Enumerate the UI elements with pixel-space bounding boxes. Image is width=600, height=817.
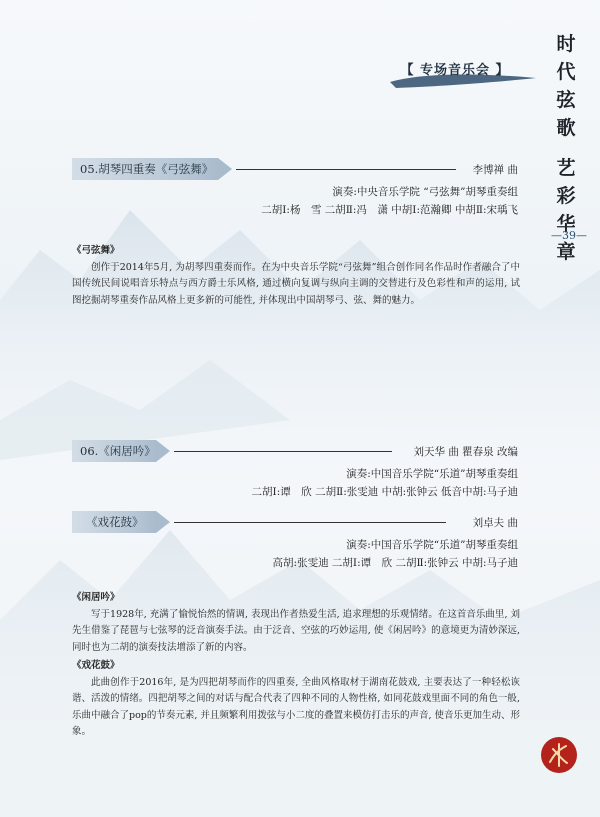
title-gap bbox=[548, 142, 584, 154]
title-char: 代 bbox=[556, 61, 576, 83]
divider-line bbox=[236, 169, 456, 170]
page-number: —39— bbox=[551, 229, 587, 242]
conservatory-seal-icon bbox=[539, 735, 579, 775]
note-heading: 《戏花鼓》 bbox=[72, 660, 120, 671]
piece2-ensemble: 演奏:中国音乐学院“乐道”胡琴重奏组 bbox=[346, 468, 518, 480]
note-heading: 《闲居吟》 bbox=[72, 592, 120, 603]
bar-arrow-icon bbox=[156, 511, 170, 533]
title-char: 弦 bbox=[556, 89, 576, 111]
piece1-title-bar: 05.胡琴四重奏《弓弦舞》 bbox=[72, 158, 218, 180]
piece2-composer: 刘天华 曲 瞿春泉 改编 bbox=[413, 446, 518, 458]
piece1-composer: 李博禅 曲 bbox=[472, 164, 518, 176]
note-paragraph: 创作于2014年5月, 为胡琴四重奏而作。在为中央音乐学院“弓弦舞”组合创作同名作品时作者融合了中国传统民间说唱音乐特点与西方爵士乐风格, 通过横向复调与纵向主调的交替进行及色彩性和声的运用, 试图挖掘胡琴重奏作品风格上更多新的可能性, 并体现出中国胡琴弓、弦、舞的魅力。 bbox=[72, 261, 520, 306]
bar-arrow-icon bbox=[218, 158, 232, 180]
piece3-title-bar: 《戏花鼓》 bbox=[72, 511, 156, 533]
divider-line bbox=[174, 522, 446, 523]
piece2-3-notes bbox=[72, 590, 520, 741]
concert-banner: 【 专场音乐会 】 bbox=[400, 63, 510, 78]
note-paragraph: 写于1928年, 充满了愉悦怡然的情调, 表现出作者热爱生活, 追求理想的乐观情绪。在这首音乐曲里, 刘先生借鉴了琵琶与七弦琴的泛音演奏手法。由于泛音、空弦的巧妙运用, 使《闲居吟》的意境更为清妙深远, 同时也为二胡的演奏技法增添了新的内容。 bbox=[72, 608, 520, 653]
divider-line bbox=[174, 451, 392, 452]
piece3-ensemble: 演奏:中国音乐学院“乐道”胡琴重奏组 bbox=[346, 539, 518, 551]
piece3-players: 高胡:张雯迪 二胡Ⅰ:谭 欣 二胡Ⅱ:张钟云 中胡:马子迪 bbox=[272, 557, 518, 569]
piece1-players: 二胡Ⅰ:杨 雪 二胡Ⅱ:冯 潇 中胡Ⅰ:范瀚卿 中胡Ⅱ:宋瑀飞 bbox=[261, 204, 518, 216]
piece2-players: 二胡Ⅰ:谭 欣 二胡Ⅱ:张雯迪 中胡:张钟云 低音中胡:马子迪 bbox=[251, 486, 518, 498]
title-char: 歌 bbox=[556, 117, 576, 139]
title-char: 艺 bbox=[556, 157, 576, 179]
title-char: 章 bbox=[556, 241, 576, 263]
title-char: 时 bbox=[556, 33, 576, 55]
piece1-notes bbox=[72, 243, 520, 309]
piece2-title-bar: 06.《闲居吟》 bbox=[72, 440, 156, 462]
piece3-composer: 刘卓夫 曲 bbox=[472, 517, 518, 529]
piece1-ensemble: 演奏:中央音乐学院 “弓弦舞”胡琴重奏组 bbox=[332, 186, 518, 198]
title-char: 华 bbox=[556, 213, 576, 235]
title-char: 彩 bbox=[556, 185, 576, 207]
bar-arrow-icon bbox=[156, 440, 170, 462]
note-heading: 《弓弦舞》 bbox=[72, 245, 120, 256]
note-paragraph: 此曲创作于2016年, 是为四把胡琴而作的四重奏, 全曲风格取材于湖南花鼓戏, 主要表达了一种轻松诙谐、活泼的情绪。四把胡琴之间的对话与配合代表了四种不同的人物性格, 如同花鼓戏里面不同的角色一般, 乐曲中融合了pop的节奏元素, 并且频繁利用拨弦与小二度的叠置来模仿打击乐的声音, 使音乐更加生动、形象。 bbox=[72, 676, 520, 737]
